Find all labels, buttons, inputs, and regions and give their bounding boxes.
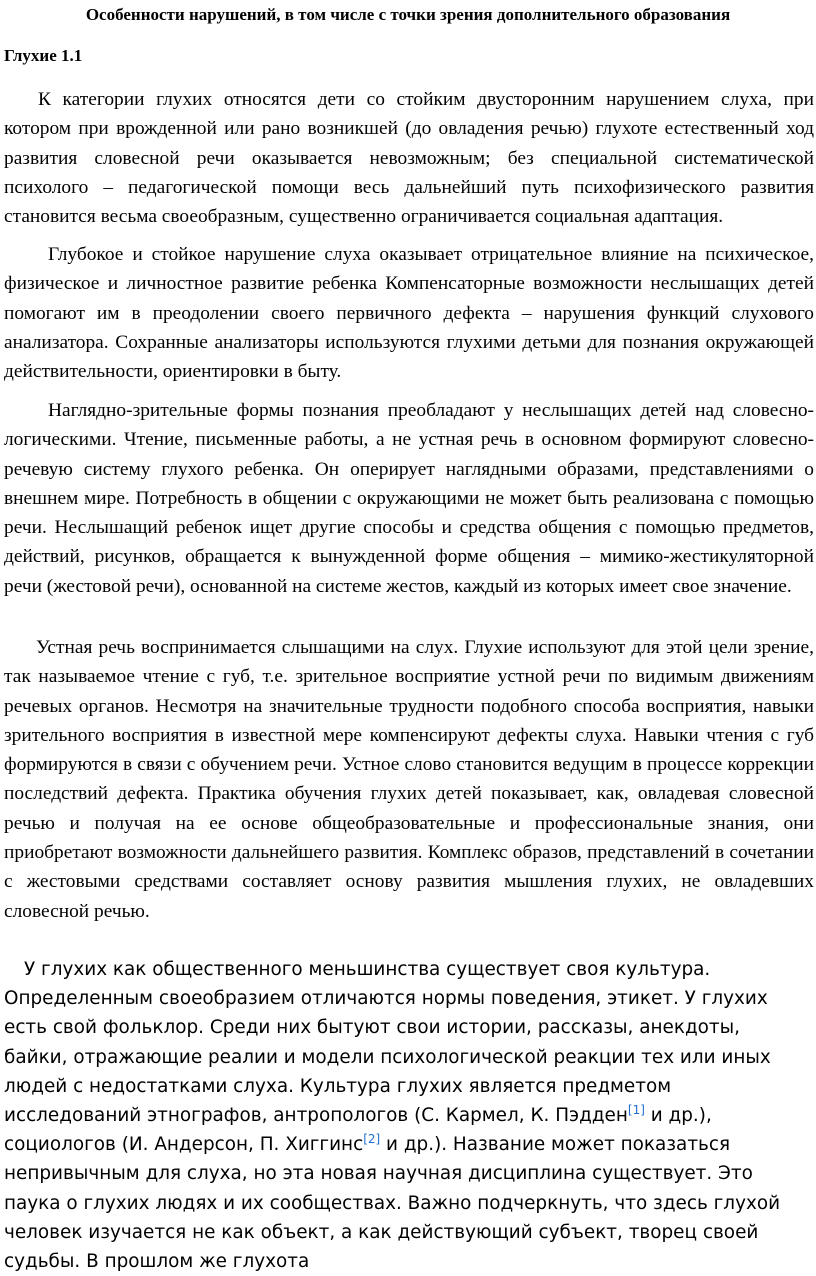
culture-text-part3: и др.). Название может показаться непривычным для слуха, но эта новая научная дисциплина существует. Это паука о глухих людях и их сообществах. Важно подчеркнуть, что здесь глухой человек изучается не как объект, а как действующий субъект, творец своей судьбы. В прошлом же глухота	[4, 1134, 781, 1273]
paragraph-deaf-culture	[4, 955, 804, 1276]
paragraph-impact: Глубокое и стойкое нарушение слуха оказывает отрицательное влияние на психическое, физическое и личностное развитие ребенка Компенсаторные возможности неслышащих детей помогают им в преодолении своего первичного дефекта – нарушения функций слухового анализатора. Сохранные анализаторы используются глухими детьми для познания окружающей действительности, ориентировки в быту.	[4, 244, 814, 383]
culture-text-part2: и др.), социологов (И. Андерсон, П. Хиггинс	[4, 1105, 712, 1156]
culture-text-part1: У глухих как общественного меньшинства существует своя культура. Определенным своеобразием отличаются нормы поведения, этикет. У глухих есть свой фольклор. Среди них бытуют свои истории, рассказы, анекдоты, байки, отражающие реалии и модели психологической реакции тех или иных людей с недостатками слуха. Культура глухих является предметом исследований этнографов, антропологов (С. Кармел, К. Пэдден	[4, 959, 771, 1127]
section-heading: Глухие 1.1	[4, 46, 83, 65]
paragraph-definition: К категории глухих относятся дети со стойким двусторонним нарушением слуха, при котором при врожденной или рано возникшей (до овладения речью) глухоте естественный ход развития словесной речи оказывается невозможным; без специальной систематической психолого – педагогической помощи весь дальнейший путь психофизического развития становится весьма своеобразным, существенно ограничивается социальная адаптация.	[4, 89, 814, 228]
paragraph-visual-cognition: Наглядно-зрительные формы познания преобладают у неслышащих детей над словесно-логическими. Чтение, письменные работы, а не устная речь в основном формируют словесно-речевую систему глухого ребенка. Он оперирует наглядными образами, представлениями о внешнем мире. Потребность в общении с окружающими не может быть реализована с помощью речи. Неслышащий ребенок ищет другие способы и средства общения с помощью предметов, действий, рисунков, обращается к вынужденной форме общения – мимико-жестикуляторной речи (жестовой речи), основанной на системе жестов, каждый из которых имеет свое значение.	[4, 400, 814, 597]
footnote-link-2[interactable]: [2]	[363, 1132, 381, 1147]
paragraph-lip-reading: Устная речь воспринимается слышащими на слух. Глухие используют для этой цели зрение, так называемое чтение с губ, т.е. зрительное восприятие устной речи по видимым движениям речевых органов. Несмотря на значительные трудности подобного способа восприятия, навыки зрительного восприятия в известной мере компенсируют дефекты слуха. Навыки чтения с губ формируются в связи с обучением речи. Устное слово становится ведущим в процессе коррекции последствий дефекта. Практика обучения глухих детей показывает, как, овладевая словесной речью и получая на ее основе общеобразовательные и профессиональные знания, они приобретают возможности дальнейшего развития. Комплекс образов, представлений в сочетании с жестовыми средствами составляет основу развития мышления глухих, не овладевших словесной речью.	[4, 637, 814, 922]
document-title: Особенности нарушений, в том числе с точки зрения дополнительного образования	[85, 5, 731, 24]
footnote-link-1[interactable]: [1]	[627, 1102, 645, 1117]
